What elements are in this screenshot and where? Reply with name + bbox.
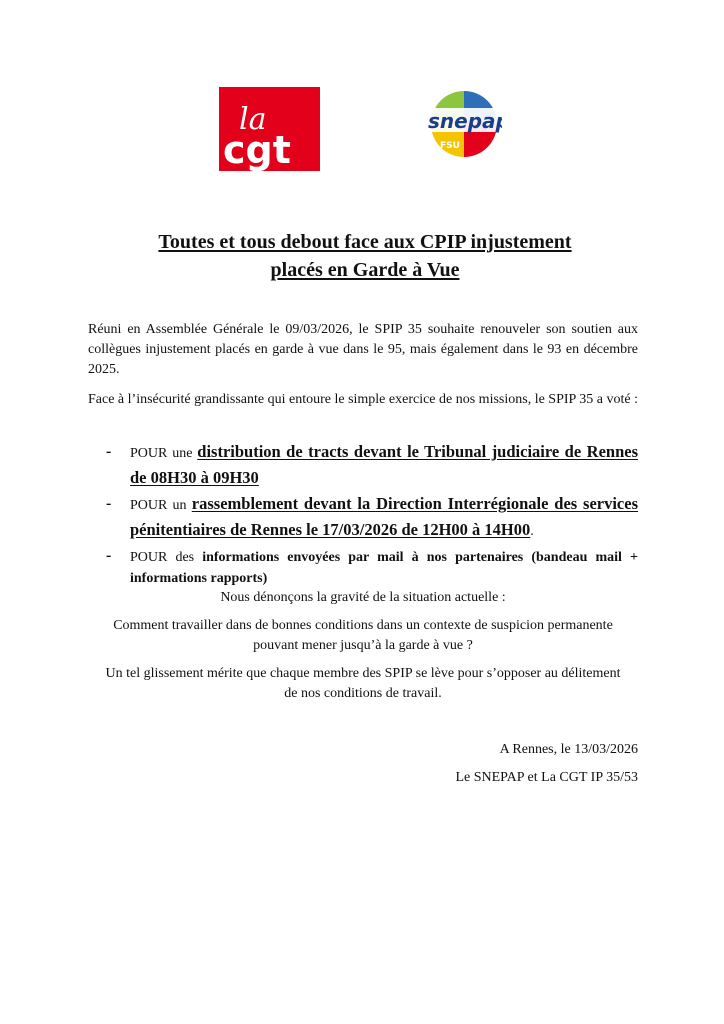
bullet-highlight: informations envoyées par mail à nos partenaires (bandeau mail + informations rapports) <box>130 550 638 586</box>
question-line-2: pouvant mener jusqu’à la garde à vue ? <box>253 638 473 653</box>
appeal-text <box>88 664 638 704</box>
intro-paragraph: Réuni en Assemblée Générale le 09/03/2026, le SPIP 35 souhaite renouveler son soutien aux collègues injustement placés en garde à vue dans le 95, mais également dans le 93 en décembre 2025. <box>88 322 638 377</box>
denounce-text: Nous dénonçons la gravité de la situation actuelle : <box>220 590 506 605</box>
cgt-logo-text: cgt <box>223 128 291 171</box>
signature: Le SNEPAP et La CGT IP 35/53 <box>455 770 638 785</box>
bullet-highlight: distribution de tracts devant le Tribunal judiciaire de Rennes de 08H30 à 09H30 <box>130 442 638 487</box>
list-item <box>88 440 638 492</box>
list-item <box>88 492 638 544</box>
bullet-prefix: POUR des <box>130 550 203 565</box>
snepap-logo-fsu: FSU <box>440 141 460 151</box>
title-line-1: Toutes et tous debout face aux CPIP injustement <box>158 231 572 253</box>
cgt-logo-script: la <box>239 102 267 137</box>
bullet-prefix: POUR un <box>130 498 192 513</box>
bullet-suffix: . <box>530 524 534 539</box>
appeal-line-2: de nos conditions de travail. <box>284 686 442 701</box>
bullet-dash: - <box>106 495 112 512</box>
place-date: A Rennes, le 13/03/2026 <box>499 742 638 757</box>
document-title <box>120 228 610 284</box>
vote-intro-paragraph: Face à l’insécurité grandissante qui entoure le simple exercice de nos missions, le SPIP 35 a voté : <box>88 392 639 407</box>
bullet-dash: - <box>106 547 112 564</box>
list-item <box>88 547 638 589</box>
bullet-highlight: rassemblement devant la Direction Interrégionale des services pénitentiaires de Rennes le 17/03/2026 de 12H00 à 14H00 <box>130 494 638 539</box>
question-text <box>88 616 638 656</box>
bullet-prefix: POUR une <box>130 446 198 461</box>
bullet-dash: - <box>106 443 112 460</box>
appeal-line-1: Un tel glissement mérite que chaque membre des SPIP se lève pour s’opposer au délitement <box>105 666 621 681</box>
snepap-logo-text: snepap <box>428 109 502 133</box>
vote-list <box>88 440 638 589</box>
cgt-logo <box>219 87 320 171</box>
title-line-2: placés en Garde à Vue <box>270 259 460 281</box>
question-line-1: Comment travailler dans de bonnes conditions dans un contexte de suspicion permanente <box>113 618 613 633</box>
snepap-logo <box>424 88 502 158</box>
